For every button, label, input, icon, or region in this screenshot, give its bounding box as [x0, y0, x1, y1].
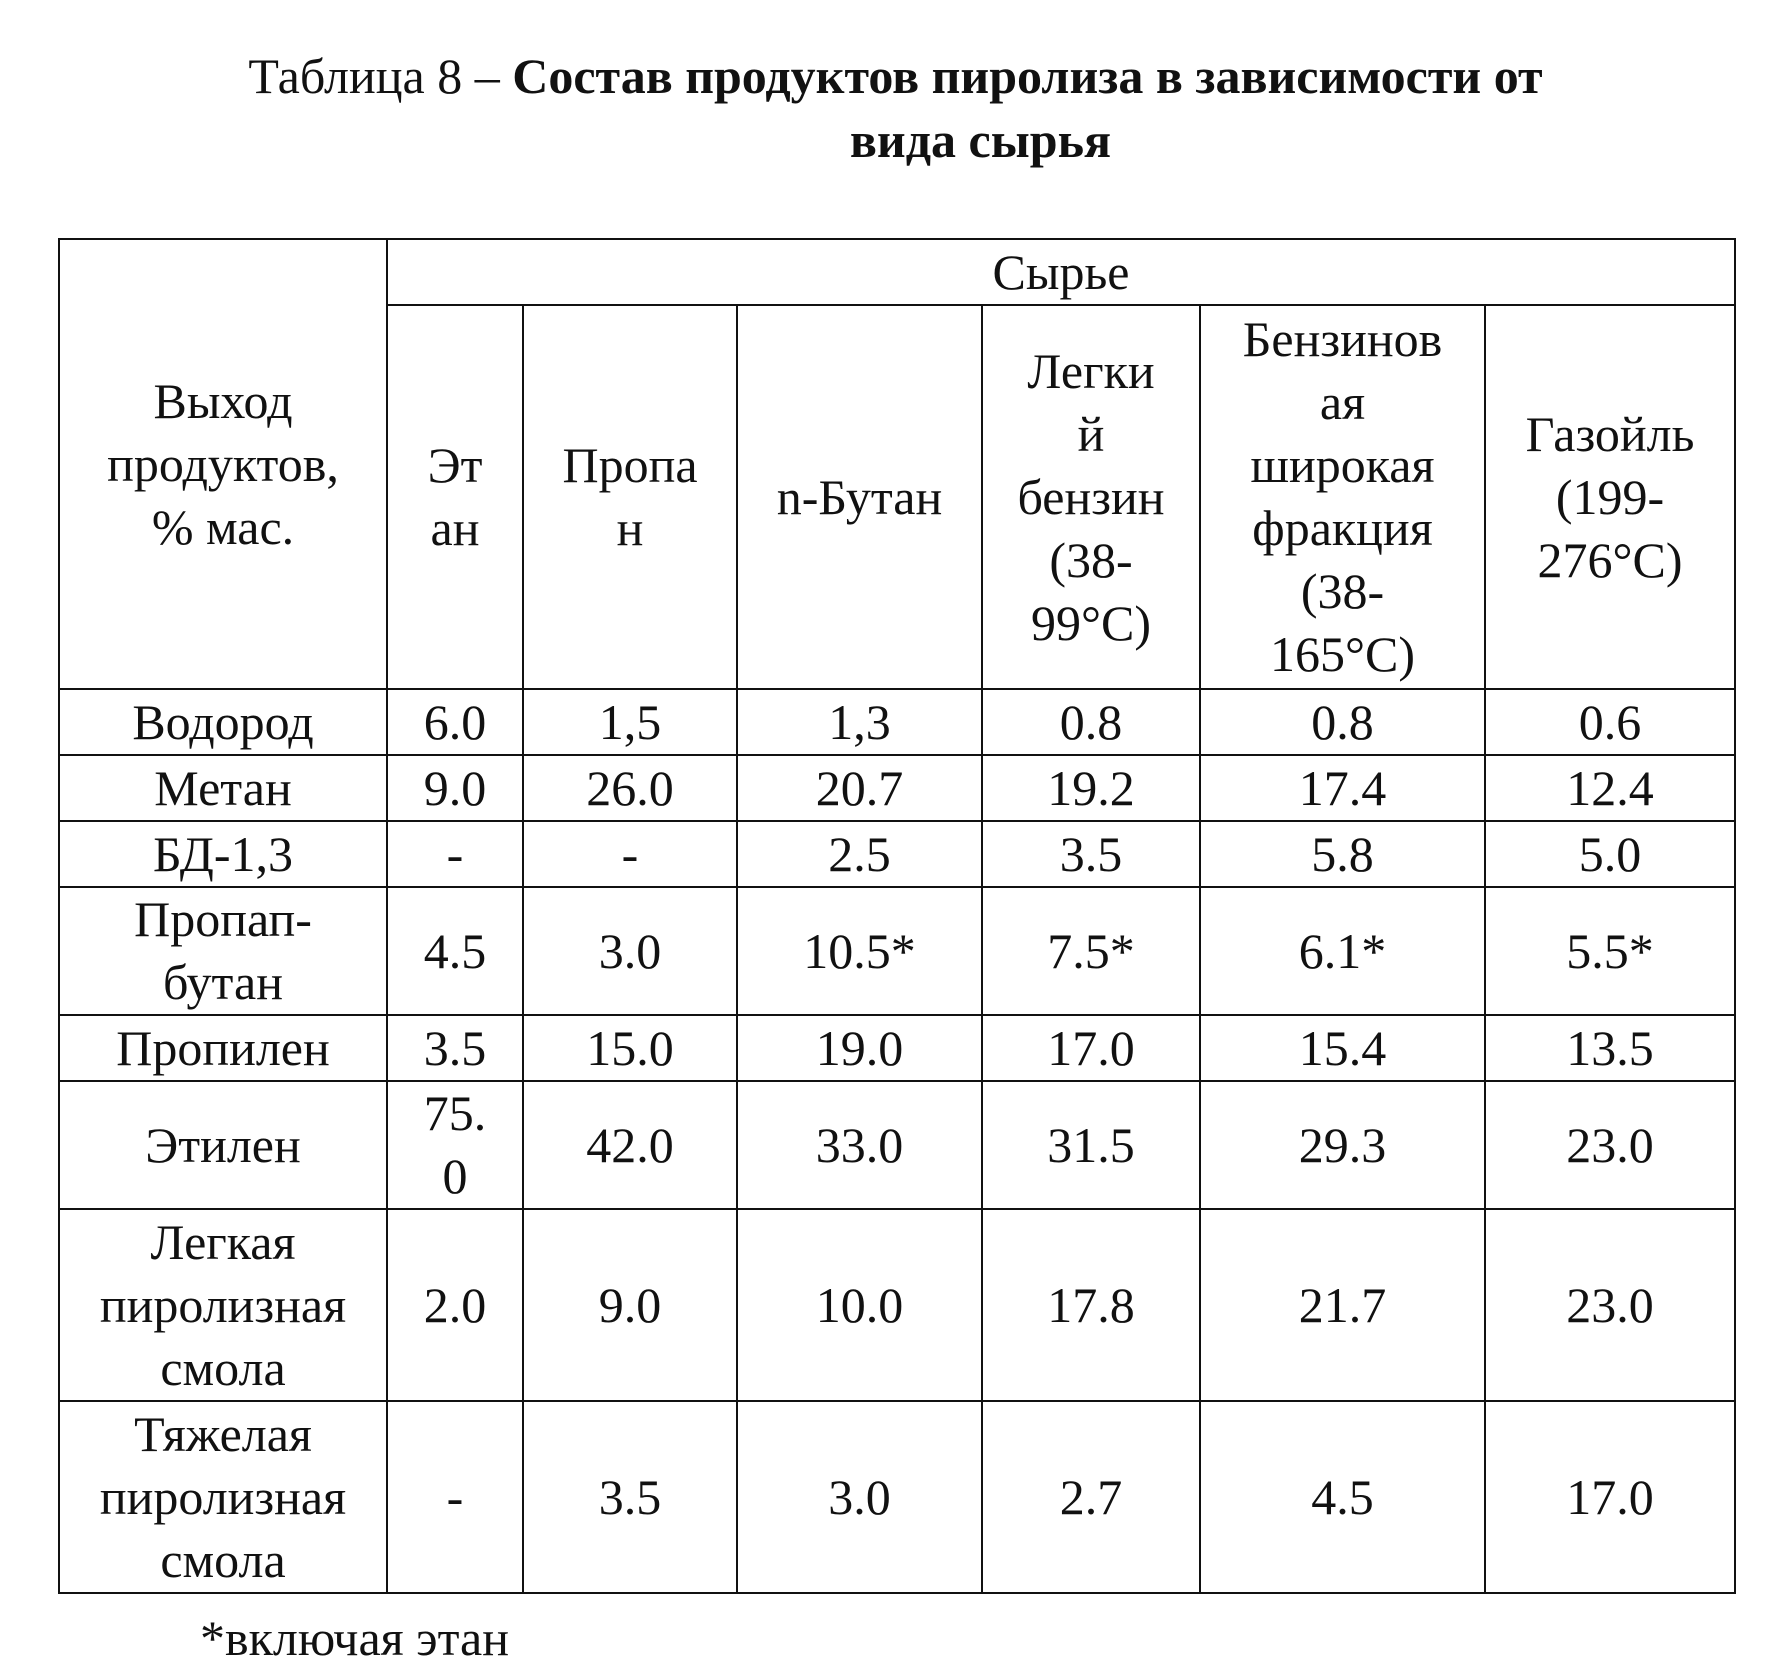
column-header-ethane: Эт ан [387, 305, 523, 689]
table-cell: 6.0 [387, 689, 523, 755]
table-cell: 19.0 [737, 1015, 982, 1081]
table-cell: 15.0 [523, 1015, 737, 1081]
column-header-gasoil: Газойль (199- 276°С) [1485, 305, 1735, 689]
row-label: Этилен [59, 1081, 387, 1209]
table-cell: 23.0 [1485, 1081, 1735, 1209]
column-header-wide-gasoline-fraction: Бензинов ая широкая фракция (38- 165°С) [1200, 305, 1485, 689]
table-cell: 3.5 [982, 821, 1200, 887]
table-cell: 0.8 [982, 689, 1200, 755]
table-row [59, 755, 1735, 821]
table-cell: 19.2 [982, 755, 1200, 821]
table-cell: 4.5 [1200, 1401, 1485, 1593]
table-cell: 17.8 [982, 1209, 1200, 1401]
table-cell: - [387, 1401, 523, 1593]
table-cell: 42.0 [523, 1081, 737, 1209]
row-label: Легкая пиролизная смола [59, 1209, 387, 1401]
pyrolysis-table [58, 238, 1736, 1594]
table-cell: 12.4 [1485, 755, 1735, 821]
table-cell: 75. 0 [387, 1081, 523, 1209]
table-cell: 10.0 [737, 1209, 982, 1401]
table-cell: 4.5 [387, 887, 523, 1015]
group-header: Сырье [387, 239, 1735, 305]
table-cell: 23.0 [1485, 1209, 1735, 1401]
table-cell: 6.1* [1200, 887, 1485, 1015]
table-cell: 17.0 [982, 1015, 1200, 1081]
table-cell: 3.0 [737, 1401, 982, 1593]
table-cell: 15.4 [1200, 1015, 1485, 1081]
caption-prefix: Таблица 8 – [248, 48, 513, 104]
table-cell: 1,5 [523, 689, 737, 755]
row-label: БД-1,3 [59, 821, 387, 887]
table-cell: 3.5 [523, 1401, 737, 1593]
table-cell: 3.5 [387, 1015, 523, 1081]
table-cell: 9.0 [387, 755, 523, 821]
table-cell: - [387, 821, 523, 887]
column-header-propane: Пропа н [523, 305, 737, 689]
table-cell: 3.0 [523, 887, 737, 1015]
table-cell: 26.0 [523, 755, 737, 821]
table-cell: 17.4 [1200, 755, 1485, 821]
column-header-light-gasoline: Легки й бензин (38- 99°С) [982, 305, 1200, 689]
table-cell: 10.5* [737, 887, 982, 1015]
table-cell: 21.7 [1200, 1209, 1485, 1401]
footnote: *включая этан [200, 1610, 510, 1666]
table-cell: 5.0 [1485, 821, 1735, 887]
table-cell: 5.8 [1200, 821, 1485, 887]
row-label: Метан [59, 755, 387, 821]
table-row [59, 689, 1735, 755]
row-label: Тяжелая пиролизная смола [59, 1401, 387, 1593]
table-cell: 0.6 [1485, 689, 1735, 755]
table-row [59, 1401, 1735, 1593]
column-header-n-butane: n-Бутан [737, 305, 982, 689]
table-row [59, 1081, 1735, 1209]
row-label: Пропилен [59, 1015, 387, 1081]
table-cell: 17.0 [1485, 1401, 1735, 1593]
table-cell: 1,3 [737, 689, 982, 755]
table-cell: 2.5 [737, 821, 982, 887]
table-cell: 2.7 [982, 1401, 1200, 1593]
table-cell: 9.0 [523, 1209, 737, 1401]
table-row [59, 821, 1735, 887]
table-row [59, 887, 1735, 1015]
row-header-label: Выход продуктов, % мас. [59, 239, 387, 689]
table-cell: 7.5* [982, 887, 1200, 1015]
row-label: Пропап- бутан [59, 887, 387, 1015]
table-cell: 2.0 [387, 1209, 523, 1401]
table-cell: 0.8 [1200, 689, 1485, 755]
caption-title-line1: Состав продуктов пиролиза в зависимости от [512, 48, 1543, 104]
row-label: Водород [59, 689, 387, 755]
table-cell: 33.0 [737, 1081, 982, 1209]
table-row [59, 1015, 1735, 1081]
table-caption [0, 44, 1791, 172]
table-cell: 5.5* [1485, 887, 1735, 1015]
table-cell: 29.3 [1200, 1081, 1485, 1209]
caption-title-line2: вида сырья [849, 112, 1112, 168]
table-cell: - [523, 821, 737, 887]
table-cell: 13.5 [1485, 1015, 1735, 1081]
table-cell: 20.7 [737, 755, 982, 821]
table-row [59, 1209, 1735, 1401]
table-cell: 31.5 [982, 1081, 1200, 1209]
